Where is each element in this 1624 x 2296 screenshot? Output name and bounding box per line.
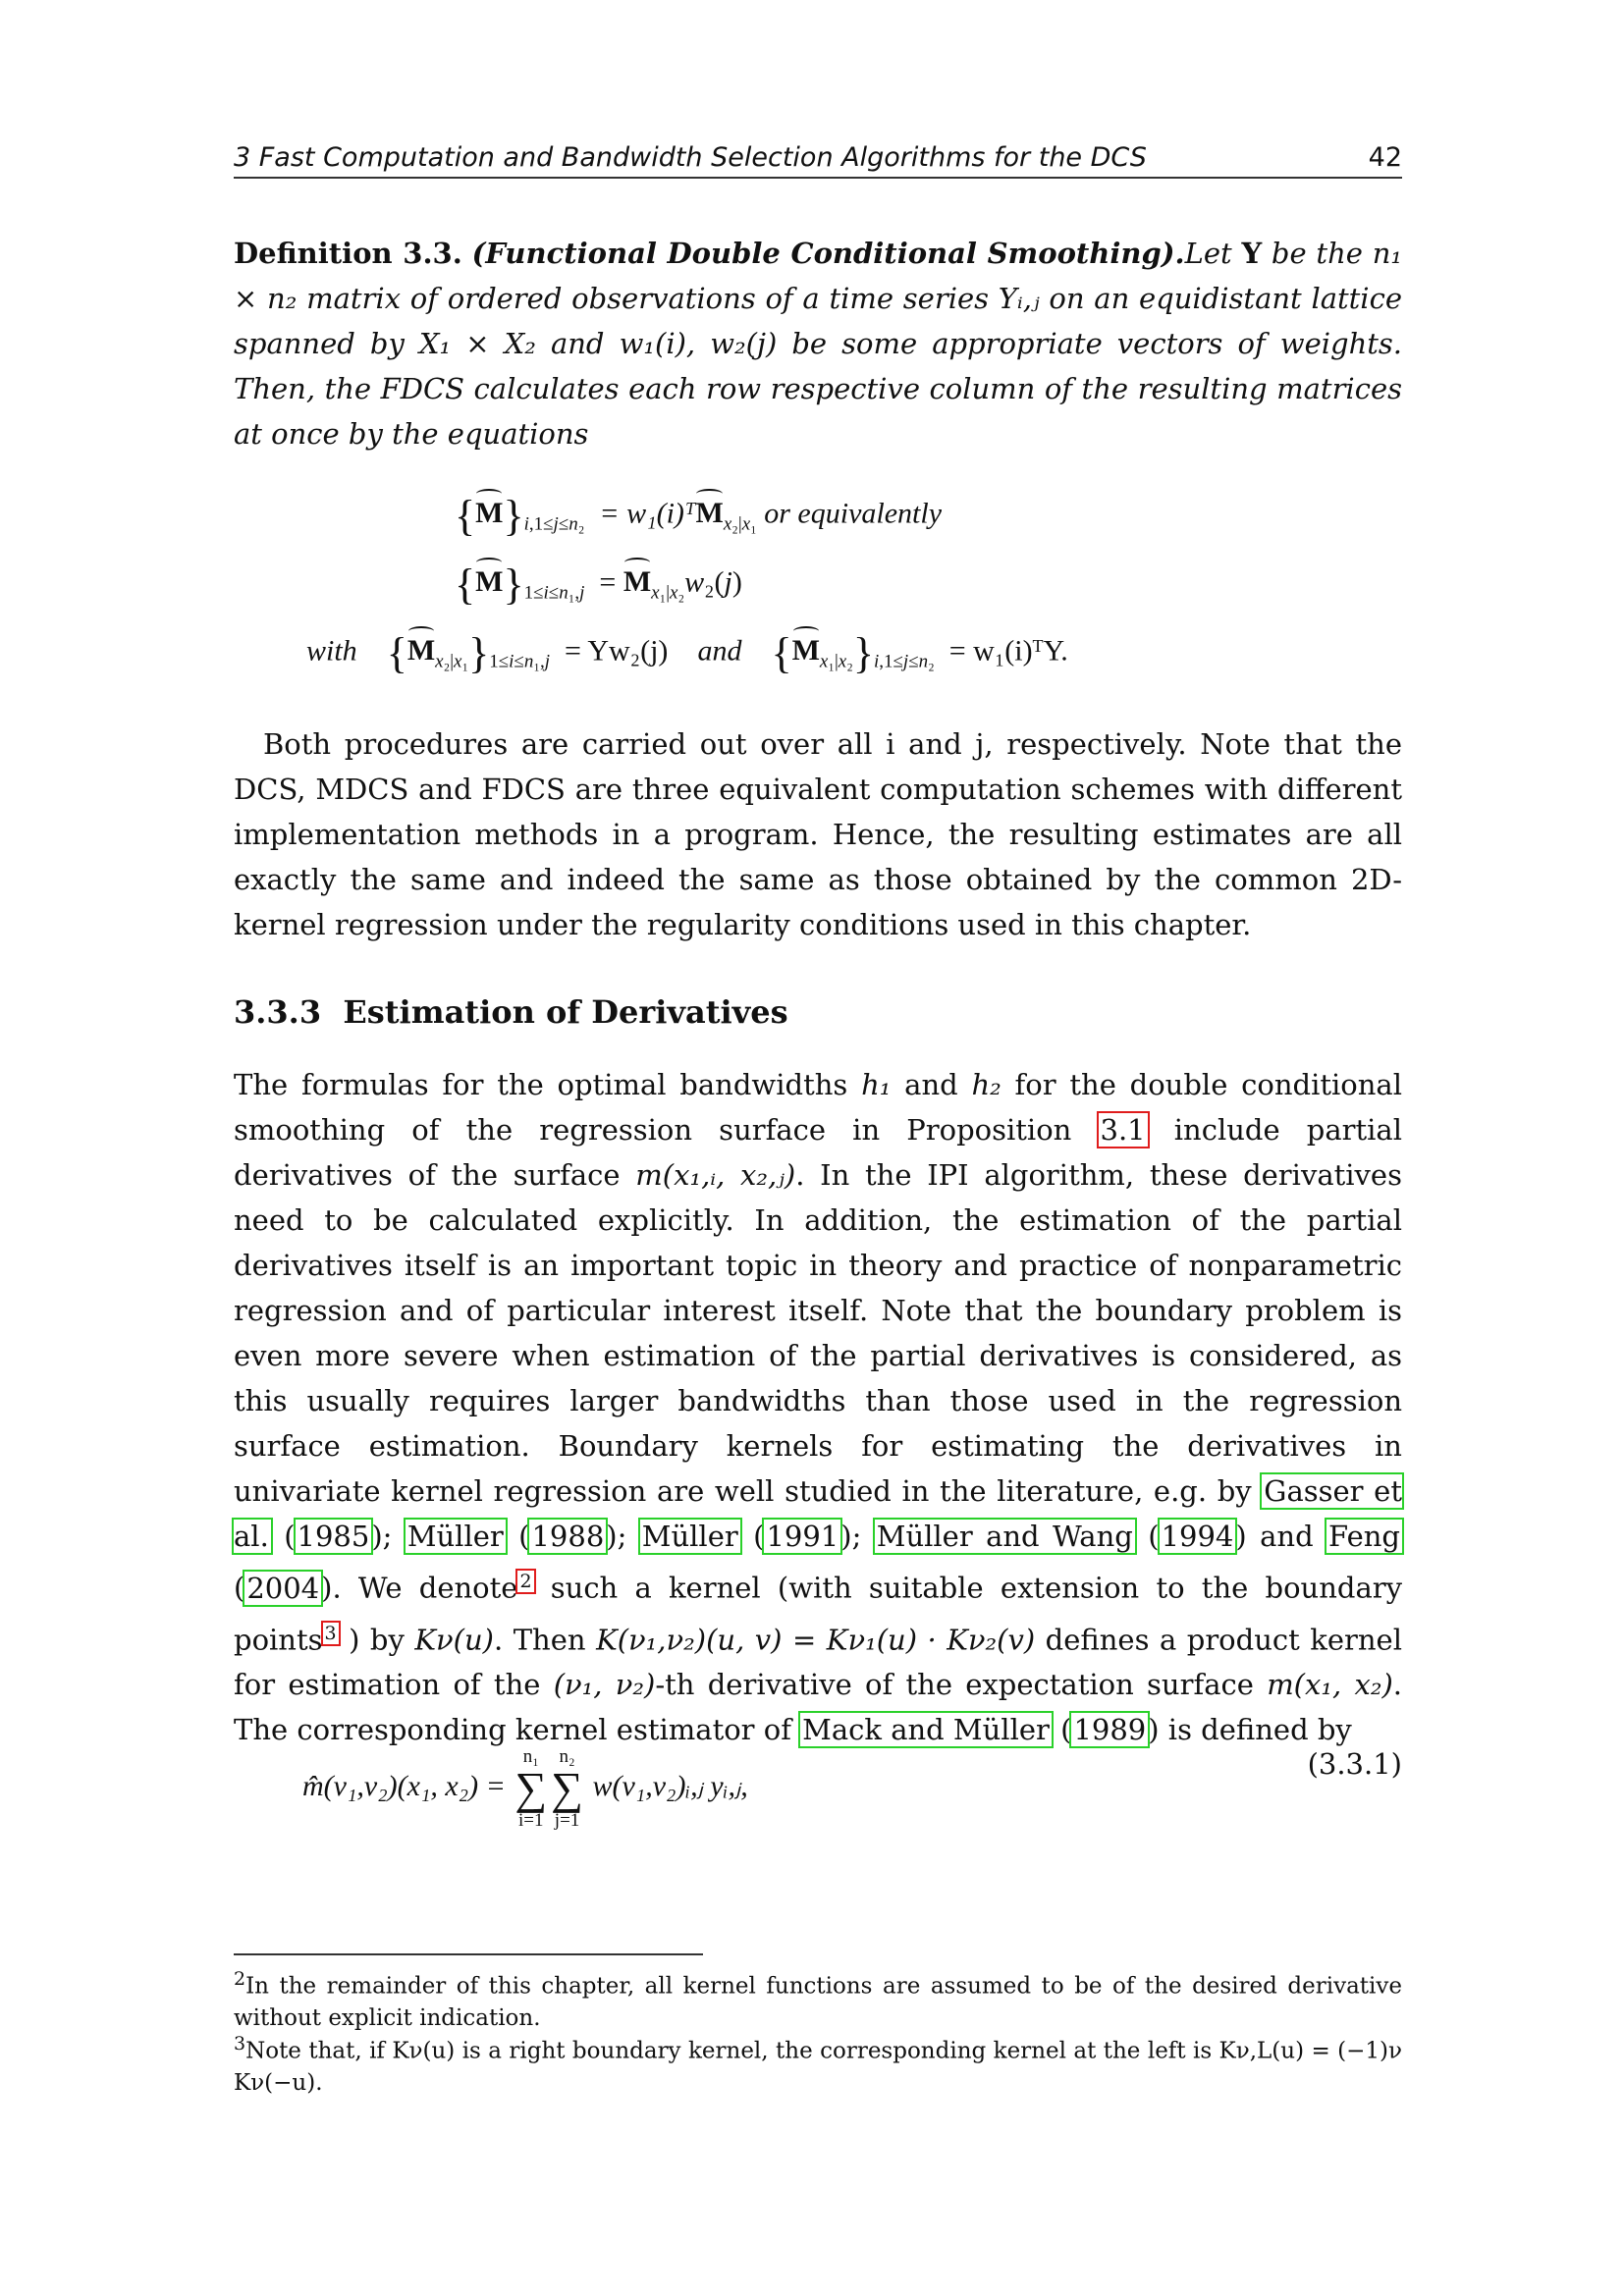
sum-i-upper: n₁ — [522, 1746, 539, 1767]
text: . The corresponding kernel estimator of — [234, 1668, 1402, 1747]
citation-mack-muller[interactable]: Mack and Müller — [802, 1713, 1050, 1747]
fdcs-equations — [234, 481, 1402, 697]
definition-label: Definition 3.3. — [234, 237, 462, 270]
footnote-mark: 3 — [234, 2033, 246, 2055]
citation-muller-1988-year[interactable]: 1988 — [531, 1520, 605, 1553]
definition-text: matrix of ordered observations of a time series — [297, 282, 999, 315]
text: and — [1246, 1520, 1327, 1553]
text: . Then — [493, 1623, 597, 1657]
sum-over-i: n₁ ∑ i=1 — [514, 1746, 548, 1831]
citation-feng[interactable]: Feng — [1328, 1520, 1400, 1553]
math-weights: w₁(i), w₂(j) — [619, 327, 778, 360]
text: such a kernel (with suitable extension to the boundary points — [234, 1571, 1402, 1657]
eq3-and: and — [697, 634, 742, 667]
citation-muller-1988[interactable]: Müller — [406, 1520, 504, 1553]
eq3-rhs-a: = Yw₂(j) — [565, 634, 669, 667]
math-Y: Y — [1241, 237, 1263, 270]
paragraph-derivatives: The formulas for the optimal bandwidths h₁ and h₂ for the double conditional smoothing of the regression surface in Proposition 3.1 include partial derivatives of the surface m(x₁,ᵢ, x₂,ⱼ). In the IPI algorithm, these derivatives need to be calculated explicitly. In addition, the estimation of the partial derivatives itself is an important topic in theory and practice of nonparametric regression and of particular interest itself. Note that the boundary problem is even more severe when estimation of the partial derivatives is considered, as this usually requires larger bandwidths than those used in the regression surface estimation. Boundary kernels for estimating the derivatives in univariate kernel regression are well studied in the literature, e.g. by Gasser et al. (1985); Müller (1988); Müller (1991); Müller and Wang (1994) and Feng (2004). We denote $^2$ such a kernel (with suitable extension to the boundary points $^3$ ) by Kν(u). Then K(ν₁,ν₂)(u, v) = Kν₁(u) · Kν₂(v) defines a product kernel for estimation of the (ν₁, ν₂)-th derivative of the expectation surface m(x₁, x₂). The corresponding kernel estimator of Mack and Müller (1989) is defined by — [234, 1068, 1402, 1747]
equation-number: (3.3.1) — [1307, 1747, 1402, 1781]
definition-text: be the — [1262, 237, 1373, 270]
equation-row-1: $\{M\}_{i,1\le j\le n_2}$ = w₁(i)ᵀM$_{x_2|x_1}$ or equivalently — [455, 492, 943, 540]
definition-text: be some appropriate vectors of weights. Then, the FDCS calculates each row respective column of the resulting matrices at once by the equations — [234, 327, 1403, 451]
citation-gasser[interactable]: Gasser et al. — [234, 1474, 1402, 1553]
citation-muller-1991-year[interactable]: 1991 — [766, 1520, 839, 1553]
math-m: m(x₁,ᵢ, x₂,ⱼ) — [635, 1158, 796, 1192]
text: defines a product kernel for estimation of the — [234, 1623, 1402, 1702]
eq1-rhs: = w₁(i)ᵀ — [599, 497, 696, 530]
definition-name: (Functional Double Conditional Smoothing). — [471, 237, 1185, 270]
math-series: Yᵢ,ⱼ — [998, 282, 1040, 315]
equation-3-3-1 — [234, 1718, 1402, 1831]
definition-text: and — [535, 327, 620, 360]
math-lattice: X₁ × X₂ — [418, 327, 536, 360]
sum-i-lower: i=1 — [518, 1810, 544, 1831]
math-dims: n₁ × n₂ — [234, 237, 1403, 315]
text: . In the IPI algorithm, these derivatives need to be calculated explicitly. In addition, the estimation of the partial derivatives itself is an important topic in theory and practice of nonparametric regression and of particular interest itself. Note that the boundary problem is even more severe when estimation of the partial derivatives is considered, as this usually requires larger bandwidths than those used in the regression surface estimation. Boundary kernels for estimating the derivatives in univariate kernel regression are well studied in the literature, e.g. by — [234, 1158, 1402, 1508]
eq331-lhs: m̂(ν₁,ν₂)(x₁, x₂) = — [302, 1769, 506, 1802]
section-title: Estimation of Derivatives — [343, 993, 788, 1031]
definition-text: on an equidistant lattice spanned by — [234, 282, 1402, 360]
citation-muller-1991[interactable]: Müller — [641, 1520, 738, 1553]
equation-expression — [302, 1747, 748, 1830]
math-nus: (ν₁, ν₂) — [553, 1668, 656, 1702]
text: include partial derivatives of the surface — [234, 1113, 1402, 1192]
text: -th derivative of the expectation surface — [655, 1668, 1268, 1702]
math-mx: m(x₁, x₂) — [1267, 1668, 1393, 1702]
eq1-or-equivalently: or equivalently — [764, 497, 943, 530]
citation-feng-year[interactable]: 2004 — [246, 1571, 320, 1605]
footnote-text: Note that, if Kν(u) is a right boundary kernel, the corresponding kernel at the left is Kν,L(u) = (−1)ν Kν(−u). — [234, 2038, 1402, 2096]
sum-over-j: n₂ ∑ j=1 — [551, 1746, 583, 1831]
eq3-rhs-b: = w₁(i)ᵀY. — [948, 634, 1068, 667]
sum-j-upper: n₂ — [559, 1746, 575, 1767]
text: for the double conditional smoothing of the regression surface in Proposition — [234, 1068, 1402, 1147]
chapter-title: 3 Fast Computation and Bandwidth Selection Algorithms for the DCS — [234, 142, 1147, 173]
footnote-2 — [234, 1963, 1402, 2034]
text: The formulas for the optimal bandwidths — [234, 1068, 862, 1101]
eq2-rhs: = — [599, 565, 617, 599]
section-number: 3.3.3 — [234, 993, 322, 1031]
definition-text: Let — [1184, 237, 1242, 270]
math-knu: Kν(u) — [414, 1623, 494, 1657]
footnote-divider — [234, 1953, 703, 1955]
proposition-link[interactable]: 3.1 — [1100, 1113, 1146, 1147]
text: ) by — [338, 1623, 415, 1657]
footnote-3-link[interactable]: 3 — [324, 1622, 337, 1644]
paragraph-procedures: Both procedures are carried out over all i and j, respectively. Note that the DCS, MDCS and FDCS are three equivalent computation schemes with different implementation methods in a program. Hence, the resulting estimates are all exactly the same and indeed the same as those obtained by the common 2D-kernel regression under the regularity conditions used in this chapter. — [234, 727, 1402, 941]
footnote-3 — [234, 2028, 1402, 2099]
citation-gasser-year[interactable]: 1985 — [297, 1520, 370, 1553]
sum-j-lower: j=1 — [554, 1810, 580, 1831]
citation-muller-wang-year[interactable]: 1994 — [1161, 1520, 1234, 1553]
math-kprod: K(ν₁,ν₂)(u, v) = Kν₁(u) · Kν₂(v) — [596, 1623, 1036, 1657]
equation-row-2: $\{M\}_{1\le i\le n_1,j} = M_{x_1|x_2}w_2(j)$ — [455, 561, 742, 609]
text: is defined by — [1159, 1713, 1352, 1747]
footnote-mark: 2 — [234, 1968, 246, 1990]
text: . We denote — [332, 1571, 518, 1605]
section-heading — [234, 993, 1402, 1031]
page-number: 42 — [1368, 142, 1402, 173]
citation-mack-muller-year[interactable]: 1989 — [1073, 1713, 1147, 1747]
citation-muller-wang[interactable]: Müller and Wang — [876, 1520, 1133, 1553]
text: and — [891, 1068, 972, 1101]
footnote-2-link[interactable]: 2 — [519, 1571, 532, 1592]
eq3-with: with — [306, 634, 357, 667]
definition-3-3 — [234, 231, 1402, 456]
footnote-text: In the remainder of this chapter, all kernel functions are assumed to be of the desired derivative without explicit indication. — [234, 1973, 1402, 2031]
equation-row-3: with $\{M_{x_2|x_1}\}_{1\le i\le n_1,j} = Yw_2(j)$ and $\{M_{x_1|x_2}\}_{i,1\le j\le n_2}$ = w₁(i)ᵀY. — [306, 629, 1068, 677]
eq331-summand: w(ν₁,ν₂)ᵢ,ⱼ yᵢ,ⱼ, — [592, 1769, 748, 1802]
running-header — [234, 133, 1402, 179]
math-h1: h₁ — [861, 1068, 892, 1101]
math-h2: h₂ — [971, 1068, 1001, 1101]
